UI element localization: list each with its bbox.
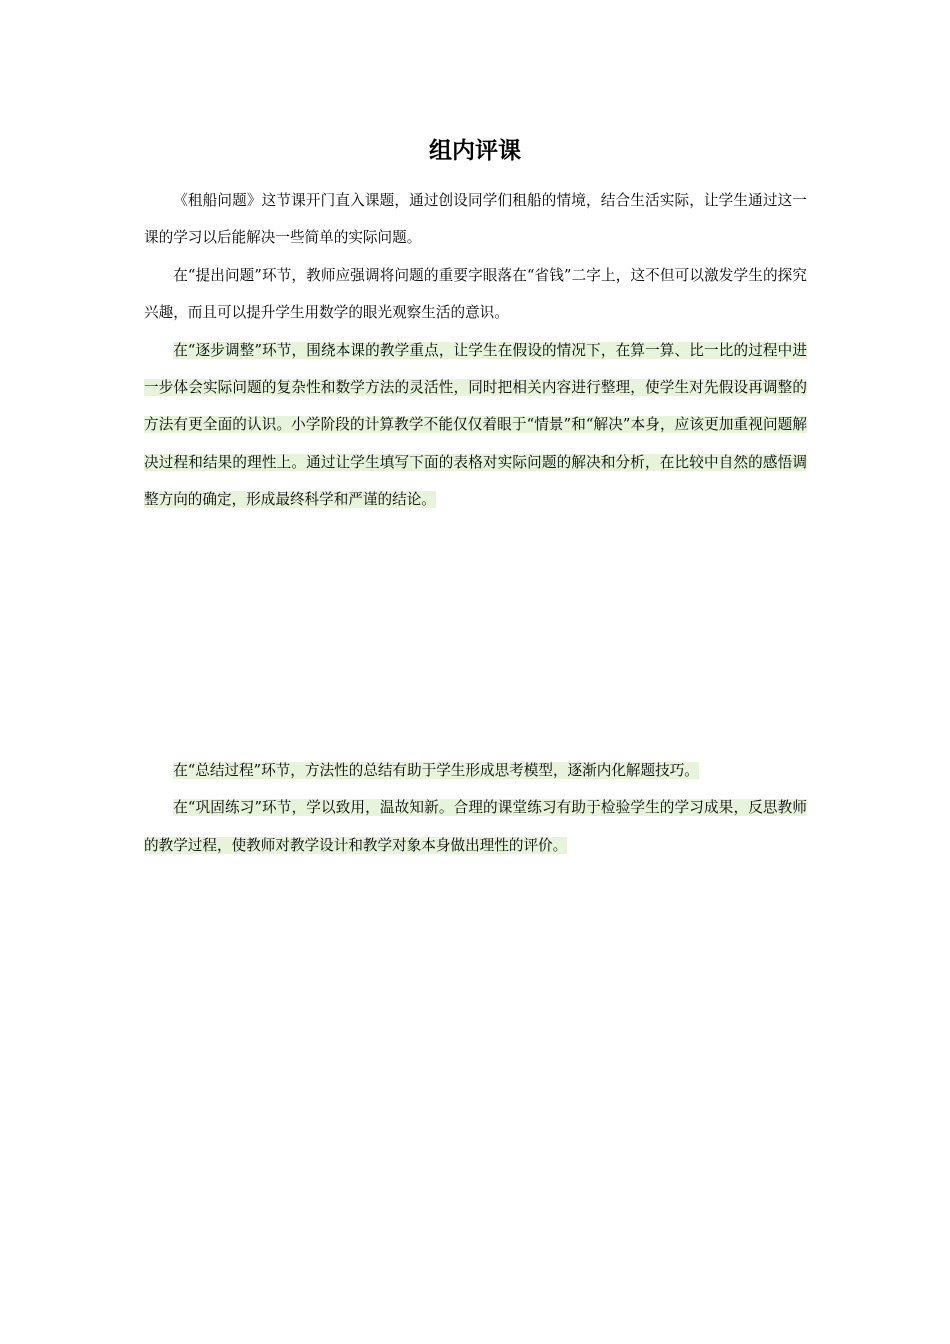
highlighted-text: 在“巩固练习”环节，学以致用，温故知新。合理的课堂练习有助于检验学生的学习成果，反思教师的教学过程，使教师对教学设计和教学对象本身做出理性的评价。: [144, 799, 807, 854]
body-text-upper: [144, 182, 807, 519]
page-title: 组内评课: [429, 138, 521, 164]
paragraph-text: 在“提出问题”环节，教师应强调将问题的重要字眼落在“省钱”二字上，这不但可以激发学生的探究兴趣，而且可以提升学生用数学的眼光观察生活的意识。: [144, 266, 807, 322]
paragraph-step-adjust: [144, 332, 807, 519]
paragraph-summary: [144, 752, 807, 789]
highlighted-text: 在“总结过程”环节，方法性的总结有助于学生形成思考模型，逐渐内化解题技巧。: [173, 762, 699, 779]
paragraph-intro: [144, 182, 807, 257]
highlighted-text: 在“逐步调整”环节，围绕本课的教学重点，让学生在假设的情况下，在算一算、比一比的过程中进一步体会实际问题的复杂性和数学方法的灵活性，同时把相关内容进行整理，使学生对先假设再调整的方法有更全面的认识。小学阶段的计算教学不能仅仅着眼于“情景”和“解决”本身，应该更加重视问题解决过程和结果的理性上。通过让学生填写下面的表格对实际问题的解决和分析，在比较中自然的感悟调整方向的确定，形成最终科学和严谨的结论。: [144, 341, 807, 509]
paragraph-raise-question: [144, 257, 807, 332]
body-text-lower: [144, 752, 807, 864]
paragraph-text: 《租船问题》这节课开门直入课题，通过创设同学们租船的情境，结合生活实际，让学生通过这一课的学习以后能解决一些简单的实际问题。: [144, 192, 807, 247]
paragraph-practice: [144, 789, 807, 864]
